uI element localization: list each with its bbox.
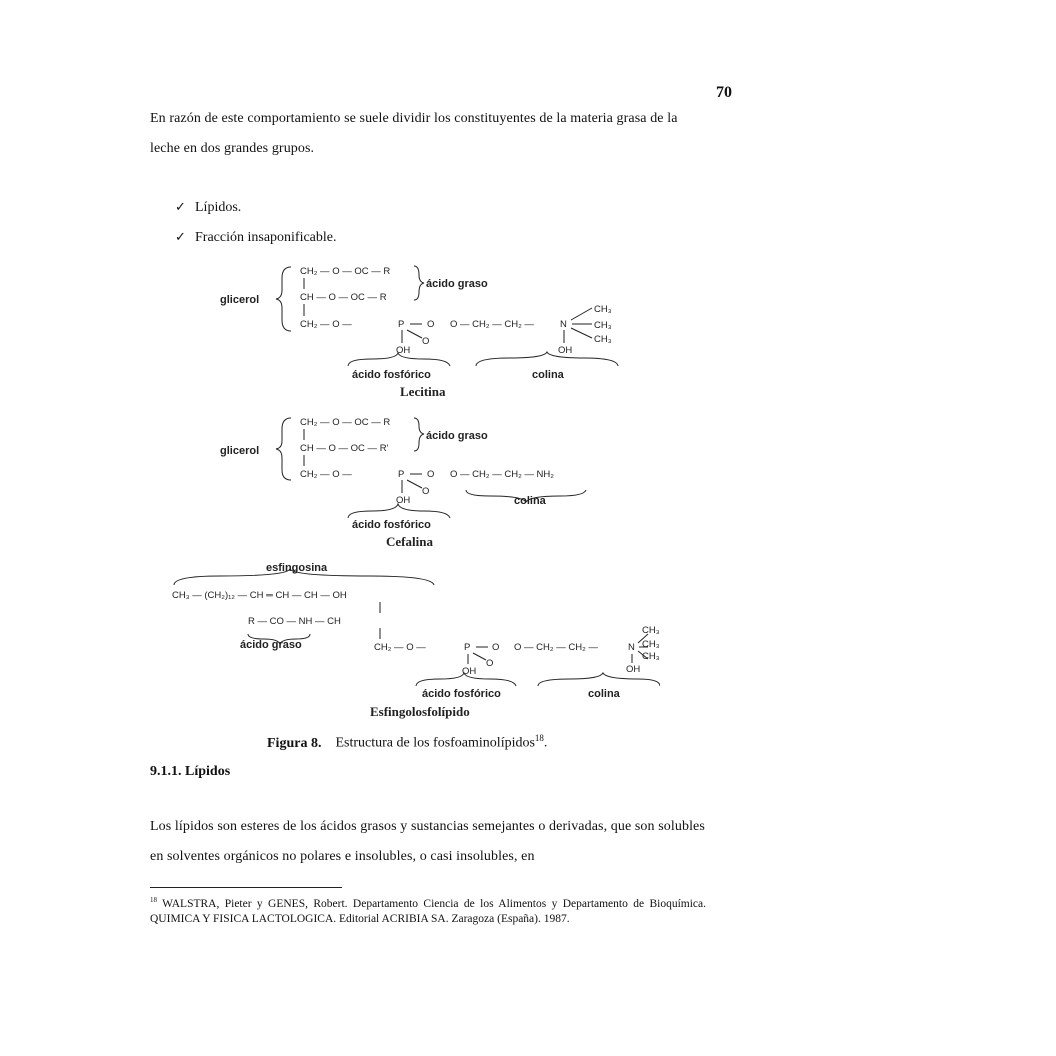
esfingosina-label: esfingosina [266, 562, 328, 574]
checkmark-icon: ✓ [175, 200, 186, 215]
phosphate-hydroxyl: OH [462, 666, 477, 677]
footnote-divider [150, 887, 342, 888]
esfingolosfolipido-structure [172, 562, 660, 719]
acido-fosforico-label: ácido fosfórico [352, 369, 431, 381]
colina-label: colina [532, 369, 564, 381]
caption-text: Estructura de los fosfoaminolípidos [335, 735, 535, 751]
footnote-text: WALSTRA, Pieter y GENES, Robert. Departamento Ciencia de los Alimentos y Departamento de Bioquímica. QUIMICA Y FISICA LACTOLOGICA. Editorial ACRIBIA SA. Zaragoza (España). 1987. [150, 897, 706, 925]
nitrogen-atom: N [560, 319, 567, 330]
phosphate-oxygen: O [427, 469, 435, 480]
nitrogen-atom: N [628, 642, 635, 653]
acido-fosforico-brace [348, 353, 450, 366]
cefalina-name: Cefalina [386, 534, 433, 549]
list-item [175, 223, 337, 253]
double-bond-oxygen: O [422, 486, 430, 497]
phosphate-hydroxyl: OH [396, 345, 411, 356]
methyl-3: CH₃ [594, 334, 612, 345]
page-number: 70 [716, 84, 732, 101]
phosphorus-atom: P [464, 642, 471, 653]
phosphate-row-start: CH₂ — O — [300, 319, 352, 330]
lecitina-name: Lecitina [400, 384, 446, 399]
acido-graso-brace [414, 266, 424, 300]
phosphate-oxygen: O [427, 319, 435, 330]
phosphate-row-start: CH₂ — O — [374, 642, 426, 653]
sphingosine-chain: CH₃ — (CH₂)₁₂ — CH ═ CH — CH — OH [172, 590, 347, 601]
double-bond-oxygen: O [422, 336, 430, 347]
n-hydroxyl: OH [626, 664, 641, 675]
phosphorus-atom: P [398, 319, 405, 330]
glicerol-brace [276, 418, 291, 480]
group-list [175, 193, 337, 253]
methyl-2: CH₃ [642, 639, 660, 650]
phospholipid-structures-figure [160, 258, 660, 728]
colina-brace [538, 673, 660, 686]
colina-label: colina [588, 688, 620, 700]
acido-graso-label: ácido graso [426, 430, 488, 442]
methyl-1: CH₃ [594, 304, 612, 315]
list-item-label: Fracción insaponificable. [195, 230, 337, 245]
choline-chain: O — CH₂ — CH₂ — [514, 642, 598, 653]
double-bond-oxygen: O [486, 658, 494, 669]
checkmark-icon: ✓ [175, 230, 186, 245]
ester-row-2: CH — O — OC — R' [300, 443, 389, 454]
lecitina-structure [220, 266, 618, 399]
caption-footnote-ref: 18 [534, 733, 544, 743]
glicerol-label: glicerol [220, 445, 260, 457]
list-item [175, 193, 337, 223]
body-paragraph: Los lípidos son esteres de los ácidos grasos y sustancias semejantes o derivadas, que son solubles en solventes orgánicos no polares e insolubles, o casi insolubles, en [150, 819, 705, 864]
acido-fosforico-label: ácido fosfórico [352, 519, 431, 531]
footnote [150, 893, 706, 927]
glicerol-brace [276, 267, 291, 331]
methyl-2: CH₃ [594, 320, 612, 331]
acido-graso-label: ácido graso [240, 639, 302, 651]
phosphate-oxygen: O [492, 642, 500, 653]
acido-fosforico-brace [416, 673, 516, 686]
methyl-1: CH₃ [642, 625, 660, 636]
caption-period: . [543, 735, 548, 751]
acido-graso-label: ácido graso [426, 278, 488, 290]
amide-row: R — CO — NH — CH [248, 616, 341, 627]
cefalina-structure [220, 417, 586, 549]
choline-chain: O — CH₂ — CH₂ — [450, 319, 534, 330]
figure-caption [267, 733, 547, 752]
phosphorus-atom: P [398, 469, 405, 480]
colina-label: colina [514, 495, 546, 507]
list-item-label: Lípidos. [195, 200, 242, 215]
section-heading: 9.1.1. Lípidos [150, 764, 231, 779]
ester-row-1: CH₂ — O — OC — R [300, 417, 391, 428]
colina-brace [476, 352, 618, 366]
acido-fosforico-brace [348, 504, 450, 518]
esfingolosfolipido-name: Esfingolosfolípido [370, 704, 470, 719]
n-hydroxyl: OH [558, 345, 573, 356]
caption-label: Figura 8. [267, 735, 322, 751]
glicerol-label: glicerol [220, 294, 260, 306]
footnote-ref: 18 [150, 896, 157, 904]
methyl-3: CH₃ [642, 651, 660, 662]
acido-graso-brace [414, 418, 424, 451]
acido-fosforico-label: ácido fosfórico [422, 688, 501, 700]
ester-row-1: CH₂ — O — OC — R [300, 266, 391, 277]
intro-paragraph: En razón de este comportamiento se suele dividir los constituyentes de la materia grasa de la leche en dos grandes grupos. [150, 111, 678, 156]
ester-row-2: CH — O — OC — R [300, 292, 387, 303]
phosphate-hydroxyl: OH [396, 495, 411, 506]
ethanolamine-chain: O — CH₂ — CH₂ — NH₂ [450, 469, 554, 480]
phosphate-row-start: CH₂ — O — [300, 469, 352, 480]
